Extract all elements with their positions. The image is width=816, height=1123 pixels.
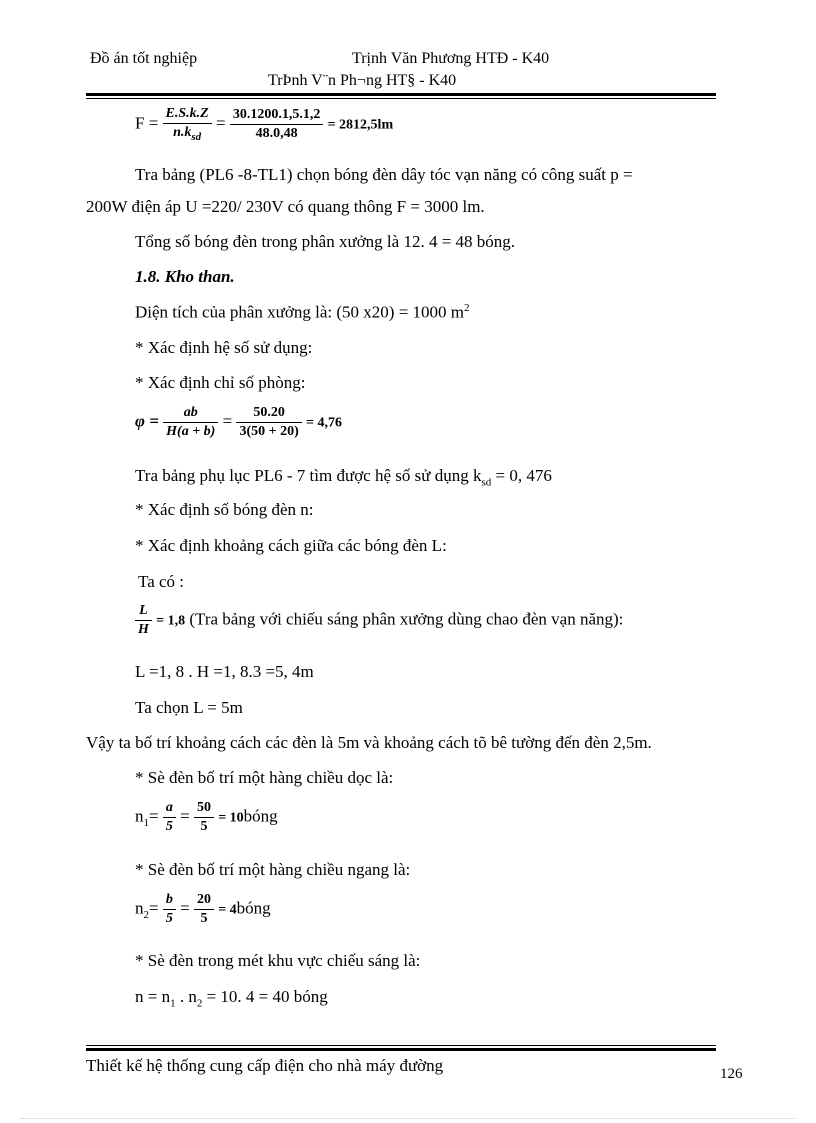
- taco: Ta có :: [138, 572, 185, 591]
- formula-n1-den1: 5: [165, 819, 173, 834]
- lookup-line: [135, 466, 552, 488]
- formula-n2: $n_2=$ $\frac{b}{5}$ = $\frac{20}{5}$ = 4bóng: [135, 892, 271, 926]
- formula-f-frac2: [230, 107, 324, 142]
- formula-n2-den1: 5: [165, 911, 173, 926]
- header-author-garbled: TrÞnh V¨n Ph¬ng HT§ - K40: [268, 72, 457, 89]
- formula-n1-lhs-sub: 1: [143, 816, 149, 829]
- formula-n2-den2: 5: [200, 911, 208, 926]
- total-bulbs: Tổng số bóng đèn trong phân xưởng là 12. 4 = 48 bóng.: [135, 232, 516, 251]
- lookup-sub: sd: [481, 476, 492, 489]
- formula-phi-den2: 3(50 + 20): [239, 424, 299, 439]
- formula-n2-frac1: [163, 892, 176, 927]
- formula-n1-lhs: n: [135, 806, 144, 826]
- formula-lh-den: H: [138, 622, 149, 637]
- row-vertical: * Sè đèn bố trí một hàng chiều dọc là:: [135, 768, 394, 787]
- formula-f-num2: 30.1200.1,5.1,2: [230, 107, 324, 125]
- lookup-val: = 0, 476: [495, 466, 552, 485]
- area-total: * Sè đèn trong mét khu vực chiếu sáng là:: [135, 951, 421, 970]
- formula-n1: $n_1=$ $\frac{a}{5}$ = $\frac{50}{5}$ = 10bóng: [135, 800, 278, 834]
- formula-f-frac1: [163, 106, 212, 143]
- formula-n2-num2: 20: [194, 892, 214, 910]
- header-rule-thick: [86, 93, 716, 96]
- final-sub1: 1: [170, 997, 176, 1010]
- formula-n2-unit: bóng: [236, 898, 271, 918]
- l-choose: Ta chọn L = 5m: [135, 698, 243, 717]
- formula-n2-result: = 4: [218, 902, 237, 918]
- formula-f-den1: n.k: [173, 125, 192, 140]
- formula-f: F = $\frac{E.S.k.Z}{n.k_{sd}}$ = $\frac{30.1200.1,5.1,2}{48.0,48}$ = 2812,5lm: [135, 106, 394, 143]
- header-rule-thin: [86, 98, 716, 99]
- page-number: 126: [720, 1066, 743, 1082]
- final-mid: . n: [175, 987, 197, 1006]
- bottom-dotted-rule: [20, 1118, 796, 1119]
- row-horizontal: * Sè đèn bố trí một hàng chiều ngang là:: [135, 860, 411, 879]
- formula-n1-num2: 50: [194, 800, 214, 818]
- formula-n2-frac2: [194, 892, 214, 927]
- formula-phi-num2: 50.20: [236, 405, 301, 423]
- formula-phi-result: = 4,76: [306, 415, 342, 431]
- formula-n1-unit: bóng: [243, 806, 278, 826]
- formula-lh-num: L: [135, 603, 152, 621]
- footer-rule-thick: [86, 1048, 716, 1051]
- step-distance: * Xác định khoảng cách giữa các bóng đèn L:: [135, 536, 447, 555]
- formula-phi-lhs: φ =: [135, 411, 159, 431]
- formula-n1-frac2: [194, 800, 214, 835]
- formula-phi-frac2: [236, 405, 301, 440]
- formula-f-den2: 48.0,48: [255, 125, 298, 141]
- footer-rule-thin: [86, 1045, 716, 1046]
- formula-f-prefix: F =: [135, 113, 159, 133]
- header-author: Trịnh Văn Phương HTĐ - K40: [352, 50, 550, 67]
- area-sup: 2: [464, 302, 470, 314]
- formula-n2-lhs-sub: 2: [143, 908, 149, 921]
- formula-phi: φ = $\frac{ab}{H(a + b)}$ = $\frac{50.20}{3(50 + 20)}$ = 4,76: [135, 405, 342, 439]
- final-n: n = n: [135, 987, 171, 1006]
- formula-lh-frac: [135, 603, 152, 638]
- l-calc: L =1, 8 . H =1, 8.3 =5, 4m: [135, 662, 314, 681]
- formula-phi-frac1: [163, 405, 218, 440]
- formula-n1-den2: 5: [200, 819, 208, 834]
- header-left: Đồ án tốt nghiệp: [90, 50, 198, 67]
- step-count: * Xác định số bóng đèn n:: [135, 500, 314, 519]
- formula-n1-result: = 10: [218, 810, 244, 826]
- para1-line2: 200W điện áp U =220/ 230V có quang thông F = 3000 lm.: [86, 197, 485, 216]
- area-text: Diện tích của phân xưởng là: (50 x20) = 1000 m: [135, 302, 465, 322]
- area-line: [135, 302, 470, 323]
- layout-line: Vậy ta bố trí khoảng cách các đèn là 5m và khoảng cách tõ bê tường đến đèn 2,5m.: [86, 733, 652, 752]
- formula-n1-frac1: [163, 800, 176, 835]
- formula-f-num1: E.S.k.Z: [163, 106, 212, 124]
- formula-lh-result: = 1,8: [156, 613, 186, 629]
- para1-line1: Tra bảng (PL6 -8-TL1) chọn bóng đèn dây tóc vạn năng có công suất p =: [135, 165, 633, 184]
- section-title: 1.8. Kho than.: [135, 267, 235, 286]
- formula-f-den1-sub: sd: [191, 130, 202, 143]
- formula-f-result: = 2812,5lm: [327, 117, 394, 133]
- formula-lh: [135, 603, 623, 638]
- lookup-text: Tra bảng phụ lục PL6 - 7 tìm được hệ số sử dụng k: [135, 466, 482, 485]
- final-sub2: 2: [196, 997, 203, 1010]
- formula-n2-lhs: n: [135, 898, 144, 918]
- step-usage: * Xác định hệ số sử dụng:: [135, 338, 313, 357]
- final-rest: = 10. 4 = 40 bóng: [202, 987, 328, 1006]
- formula-phi-den1: H(a + b): [166, 424, 216, 439]
- final-line: [135, 987, 328, 1009]
- formula-n1-num1: a: [163, 800, 176, 818]
- footer-title: Thiết kế hệ thống cung cấp điện cho nhà máy đường: [86, 1056, 444, 1075]
- formula-n2-num1: b: [163, 892, 176, 910]
- formula-lh-note: (Tra bảng với chiếu sáng phân xưởng dùng chao đèn vạn năng):: [189, 609, 624, 629]
- step-index: * Xác định chỉ số phòng:: [135, 373, 306, 392]
- formula-phi-num1: ab: [163, 405, 218, 423]
